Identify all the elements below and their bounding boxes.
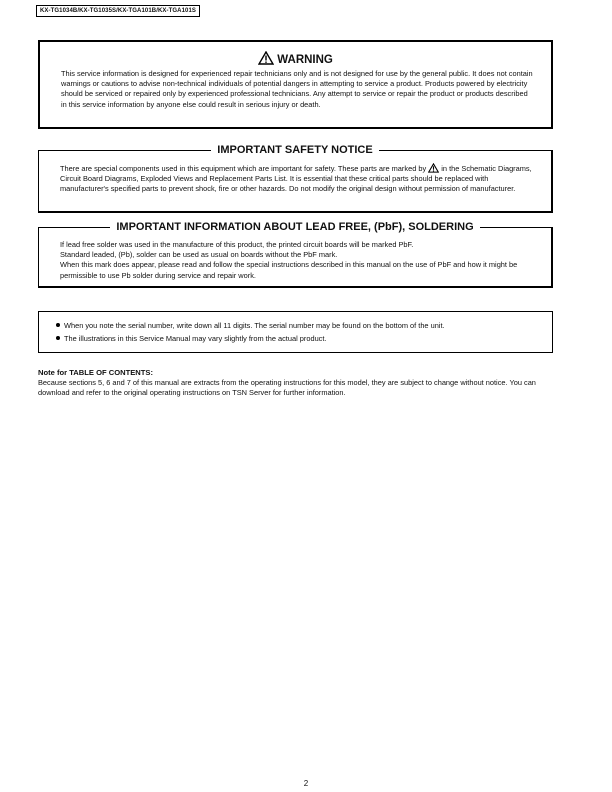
lead-free-line-1: If lead free solder was used in the manufacture of this product, the printed circuit boards will be marked PbF. <box>60 240 414 249</box>
lead-free-line-2: Standard leaded, (Pb), solder can be used as usual on boards without the PbF mark. <box>60 250 338 260</box>
safety-notice-text-part2: in the Schematic Diagrams, Circuit Board Diagrams, Exploded Views and Replacement Parts List. It is essential that these critical parts should be replaced with manufacturer's specified parts to prevent shock, fire or other hazards. Do not modify the original design without permission of manufacturer. <box>60 164 532 194</box>
warning-heading <box>40 51 551 67</box>
bullet-icon <box>56 323 60 327</box>
bullet-icon <box>56 336 60 340</box>
safety-warning-icon <box>428 163 439 173</box>
toc-note-title: Note for TABLE OF CONTENTS: <box>38 368 154 377</box>
warning-title: WARNING <box>277 54 333 66</box>
safety-notice-text-part1: There are special components used in this equipment which are important for safety. These parts are marked by <box>60 164 427 173</box>
list-item <box>56 334 326 344</box>
lead-free-box <box>38 221 553 288</box>
safety-notice-title: IMPORTANT SAFETY NOTICE <box>211 144 378 156</box>
bullet-text: The illustrations in this Service Manual may vary slightly from the actual product. <box>64 334 327 343</box>
warning-box <box>38 40 553 129</box>
warning-triangle-icon <box>258 51 274 65</box>
bullet-text: When you note the serial number, write down all 11 digits. The serial number may be found on the bottom of the unit. <box>64 321 445 330</box>
notes-box <box>38 311 553 353</box>
lead-free-title: IMPORTANT INFORMATION ABOUT LEAD FREE, (PbF), SOLDERING <box>110 221 479 233</box>
lead-free-text <box>60 240 533 281</box>
page-number: 2 <box>303 779 309 788</box>
safety-notice-heading <box>39 144 551 157</box>
safety-notice-text <box>60 163 533 195</box>
warning-text: This service information is designed for experienced repair technicians only and is not designed for use by the general public. It does not contain warnings or cautions to advise non-technical individuals of potential dangers in attempting to service a product. Products powered by electricity should be serviced or repaired only by experienced professional technicians. Any attempt to service or repair the product or products described in this service information by anyone else could result in serious injury or death. <box>61 69 533 109</box>
list-item <box>56 321 445 331</box>
safety-notice-box <box>38 144 553 213</box>
model-number-tag: KX-TG1034B/KX-TG1035S/KX-TGA101B/KX-TGA101S <box>36 5 200 17</box>
lead-free-heading <box>39 221 551 234</box>
lead-free-line-3: When this mark does appear, please read and follow the special instructions described in this manual on the use of PbF and how it might be permissible to use Pb solder during service and repair work. <box>60 260 518 280</box>
toc-note-text: Because sections 5, 6 and 7 of this manual are extracts from the operating instructions for this model, they are subject to change without notice. You can download and refer to the original operating instructions on TSN Server for further information. <box>38 378 536 398</box>
